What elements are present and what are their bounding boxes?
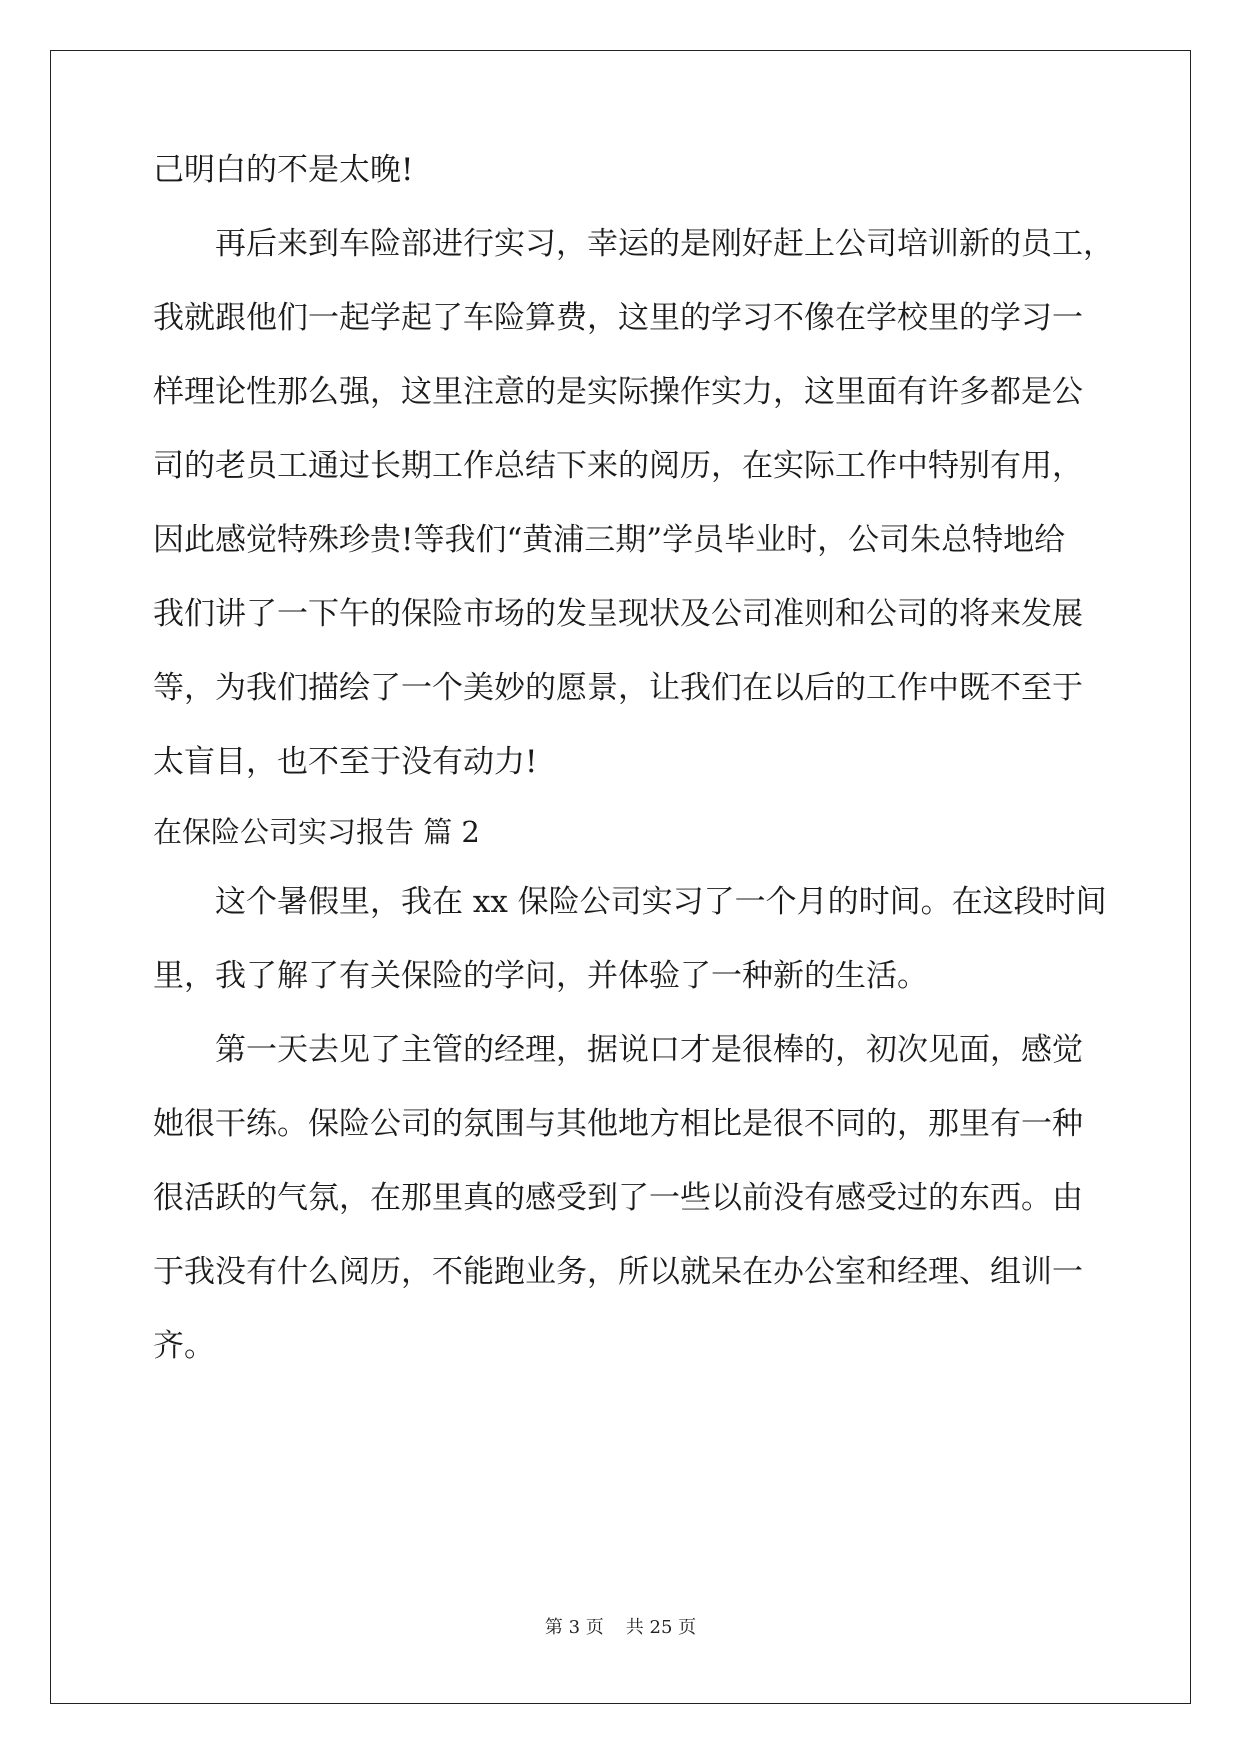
paragraph-line: 己明白的不是太晚! <box>153 152 414 188</box>
paragraph-line: 太盲目，也不至于没有动力! <box>153 744 538 780</box>
paragraph-line: 再后来到车险部进行实习，幸运的是刚好赶上公司培训新的员工， <box>215 226 1114 262</box>
paragraph-line: 于我没有什么阅历，不能跑业务，所以就呆在办公室和经理、组训一 <box>153 1254 1083 1290</box>
paragraph-line: 这个暑假里，我在 xx 保险公司实习了一个月的时间。在这段时间 <box>215 884 1107 920</box>
paragraph-line: 第一天去见了主管的经理，据说口才是很棒的，初次见面，感觉 <box>215 1032 1083 1068</box>
paragraph-line: 因此感觉特殊珍贵!等我们“黄浦三期”学员毕业时，公司朱总特地给 <box>153 522 1066 558</box>
paragraph-line: 她很干练。保险公司的氛围与其他地方相比是很不同的，那里有一种 <box>153 1106 1083 1142</box>
paragraph-line: 等，为我们描绘了一个美妙的愿景，让我们在以后的工作中既不至于 <box>153 670 1083 706</box>
paragraph-line: 司的老员工通过长期工作总结下来的阅历，在实际工作中特别有用， <box>153 448 1083 484</box>
section-heading: 在保险公司实习报告 篇 2 <box>153 815 480 849</box>
paragraph-line: 我就跟他们一起学起了车险算费，这里的学习不像在学校里的学习一 <box>153 300 1083 336</box>
paragraph-line: 样理论性那么强，这里注意的是实际操作实力，这里面有许多都是公 <box>153 374 1083 410</box>
page-total: 共 25 页 <box>625 1617 697 1638</box>
paragraph-line: 齐。 <box>153 1328 215 1364</box>
paragraph-line: 我们讲了一下午的保险市场的发呈现状及公司准则和公司的将来发展 <box>153 596 1083 632</box>
page-number: 第 3 页 <box>544 1617 604 1638</box>
paragraph-line: 很活跃的气氛，在那里真的感受到了一些以前没有感受过的东西。由 <box>153 1180 1083 1216</box>
paragraph-line: 里，我了解了有关保险的学问，并体验了一种新的生活。 <box>153 958 928 994</box>
page-footer <box>0 1616 1241 1640</box>
